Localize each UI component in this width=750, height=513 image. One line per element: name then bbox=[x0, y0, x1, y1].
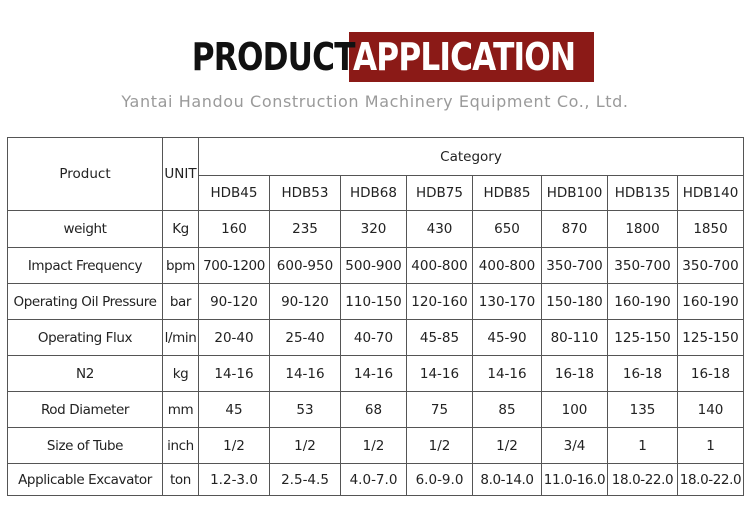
product-header: Product bbox=[8, 138, 163, 211]
table-cell: 140 bbox=[678, 392, 744, 428]
table-row bbox=[8, 392, 744, 428]
table-cell: 870 bbox=[542, 211, 608, 248]
row-unit: bpm bbox=[163, 248, 199, 284]
model-header: HDB53 bbox=[270, 176, 341, 211]
model-header: HDB45 bbox=[199, 176, 270, 211]
table-cell: 20-40 bbox=[199, 320, 270, 356]
table-cell: 700-1200 bbox=[199, 248, 270, 284]
row-label: weight bbox=[8, 211, 163, 248]
table-cell: 110-150 bbox=[341, 284, 407, 320]
table-cell: 1 bbox=[678, 428, 744, 464]
table-cell: 500-900 bbox=[341, 248, 407, 284]
row-label: Rod Diameter bbox=[8, 392, 163, 428]
table-cell: 14-16 bbox=[199, 356, 270, 392]
table-cell: 68 bbox=[341, 392, 407, 428]
table-cell: 130-170 bbox=[473, 284, 542, 320]
table-cell: 160 bbox=[199, 211, 270, 248]
table-cell: 600-950 bbox=[270, 248, 341, 284]
table-cell: 350-700 bbox=[608, 248, 678, 284]
table-cell: 235 bbox=[270, 211, 341, 248]
table-cell: 135 bbox=[608, 392, 678, 428]
table-cell: 400-800 bbox=[407, 248, 473, 284]
model-header: HDB135 bbox=[608, 176, 678, 211]
spec-table bbox=[7, 137, 744, 496]
table-cell: 53 bbox=[270, 392, 341, 428]
unit-header: UNIT bbox=[163, 138, 199, 211]
table-row bbox=[8, 356, 744, 392]
row-label: Operating Oil Pressure bbox=[8, 284, 163, 320]
title-application-banner bbox=[349, 32, 594, 82]
model-header: HDB85 bbox=[473, 176, 542, 211]
table-cell: 45-85 bbox=[407, 320, 473, 356]
title-application: APPLICATION bbox=[352, 35, 576, 79]
table-cell: 40-70 bbox=[341, 320, 407, 356]
row-label: Impact Frequency bbox=[8, 248, 163, 284]
table-cell: 16-18 bbox=[608, 356, 678, 392]
table-row bbox=[8, 211, 744, 248]
table-cell: 350-700 bbox=[542, 248, 608, 284]
row-unit: ton bbox=[163, 464, 199, 496]
table-cell: 160-190 bbox=[678, 284, 744, 320]
table-cell: 150-180 bbox=[542, 284, 608, 320]
table-cell: 80-110 bbox=[542, 320, 608, 356]
table-row bbox=[8, 428, 744, 464]
row-unit: inch bbox=[163, 428, 199, 464]
table-cell: 14-16 bbox=[407, 356, 473, 392]
table-cell: 14-16 bbox=[341, 356, 407, 392]
title-product: PRODUCT bbox=[191, 35, 355, 79]
table-cell: 125-150 bbox=[608, 320, 678, 356]
table-cell: 160-190 bbox=[608, 284, 678, 320]
row-unit: l/min bbox=[163, 320, 199, 356]
table-cell: 4.0-7.0 bbox=[341, 464, 407, 496]
table-cell: 350-700 bbox=[678, 248, 744, 284]
table-cell: 18.0-22.0 bbox=[608, 464, 678, 496]
table-cell: 18.0-22.0 bbox=[678, 464, 744, 496]
row-label: Applicable Excavator bbox=[8, 464, 163, 496]
table-cell: 14-16 bbox=[473, 356, 542, 392]
table-cell: 1/2 bbox=[473, 428, 542, 464]
table-cell: 1/2 bbox=[199, 428, 270, 464]
table-cell: 400-800 bbox=[473, 248, 542, 284]
model-header: HDB68 bbox=[341, 176, 407, 211]
table-cell: 11.0-16.0 bbox=[542, 464, 608, 496]
row-label: N2 bbox=[8, 356, 163, 392]
row-unit: Kg bbox=[163, 211, 199, 248]
row-unit: kg bbox=[163, 356, 199, 392]
table-cell: 14-16 bbox=[270, 356, 341, 392]
table-cell: 1.2-3.0 bbox=[199, 464, 270, 496]
model-header: HDB100 bbox=[542, 176, 608, 211]
table-row bbox=[8, 284, 744, 320]
category-header: Category bbox=[199, 138, 744, 176]
table-cell: 650 bbox=[473, 211, 542, 248]
table-cell: 1/2 bbox=[270, 428, 341, 464]
table-cell: 6.0-9.0 bbox=[407, 464, 473, 496]
table-row bbox=[8, 464, 744, 496]
table-cell: 1/2 bbox=[341, 428, 407, 464]
table-cell: 16-18 bbox=[678, 356, 744, 392]
table-cell: 120-160 bbox=[407, 284, 473, 320]
table-cell: 45 bbox=[199, 392, 270, 428]
table-cell: 90-120 bbox=[199, 284, 270, 320]
company-name: Yantai Handou Construction Machinery Equipment Co., Ltd. bbox=[121, 92, 629, 111]
table-cell: 125-150 bbox=[678, 320, 744, 356]
page-title bbox=[0, 32, 750, 82]
table-cell: 1 bbox=[608, 428, 678, 464]
table-cell: 1/2 bbox=[407, 428, 473, 464]
table-cell: 3/4 bbox=[542, 428, 608, 464]
table-row bbox=[8, 320, 744, 356]
table-cell: 100 bbox=[542, 392, 608, 428]
table-cell: 16-18 bbox=[542, 356, 608, 392]
table-row bbox=[8, 248, 744, 284]
model-header: HDB75 bbox=[407, 176, 473, 211]
row-unit: bar bbox=[163, 284, 199, 320]
table-cell: 1800 bbox=[608, 211, 678, 248]
table-cell: 2.5-4.5 bbox=[270, 464, 341, 496]
row-unit: mm bbox=[163, 392, 199, 428]
table-cell: 85 bbox=[473, 392, 542, 428]
row-label: Operating Flux bbox=[8, 320, 163, 356]
table-cell: 45-90 bbox=[473, 320, 542, 356]
table-cell: 25-40 bbox=[270, 320, 341, 356]
row-label: Size of Tube bbox=[8, 428, 163, 464]
table-cell: 320 bbox=[341, 211, 407, 248]
table-cell: 430 bbox=[407, 211, 473, 248]
table-cell: 1850 bbox=[678, 211, 744, 248]
table-header-row bbox=[8, 138, 744, 176]
table-cell: 90-120 bbox=[270, 284, 341, 320]
model-header: HDB140 bbox=[678, 176, 744, 211]
table-cell: 75 bbox=[407, 392, 473, 428]
table-cell: 8.0-14.0 bbox=[473, 464, 542, 496]
